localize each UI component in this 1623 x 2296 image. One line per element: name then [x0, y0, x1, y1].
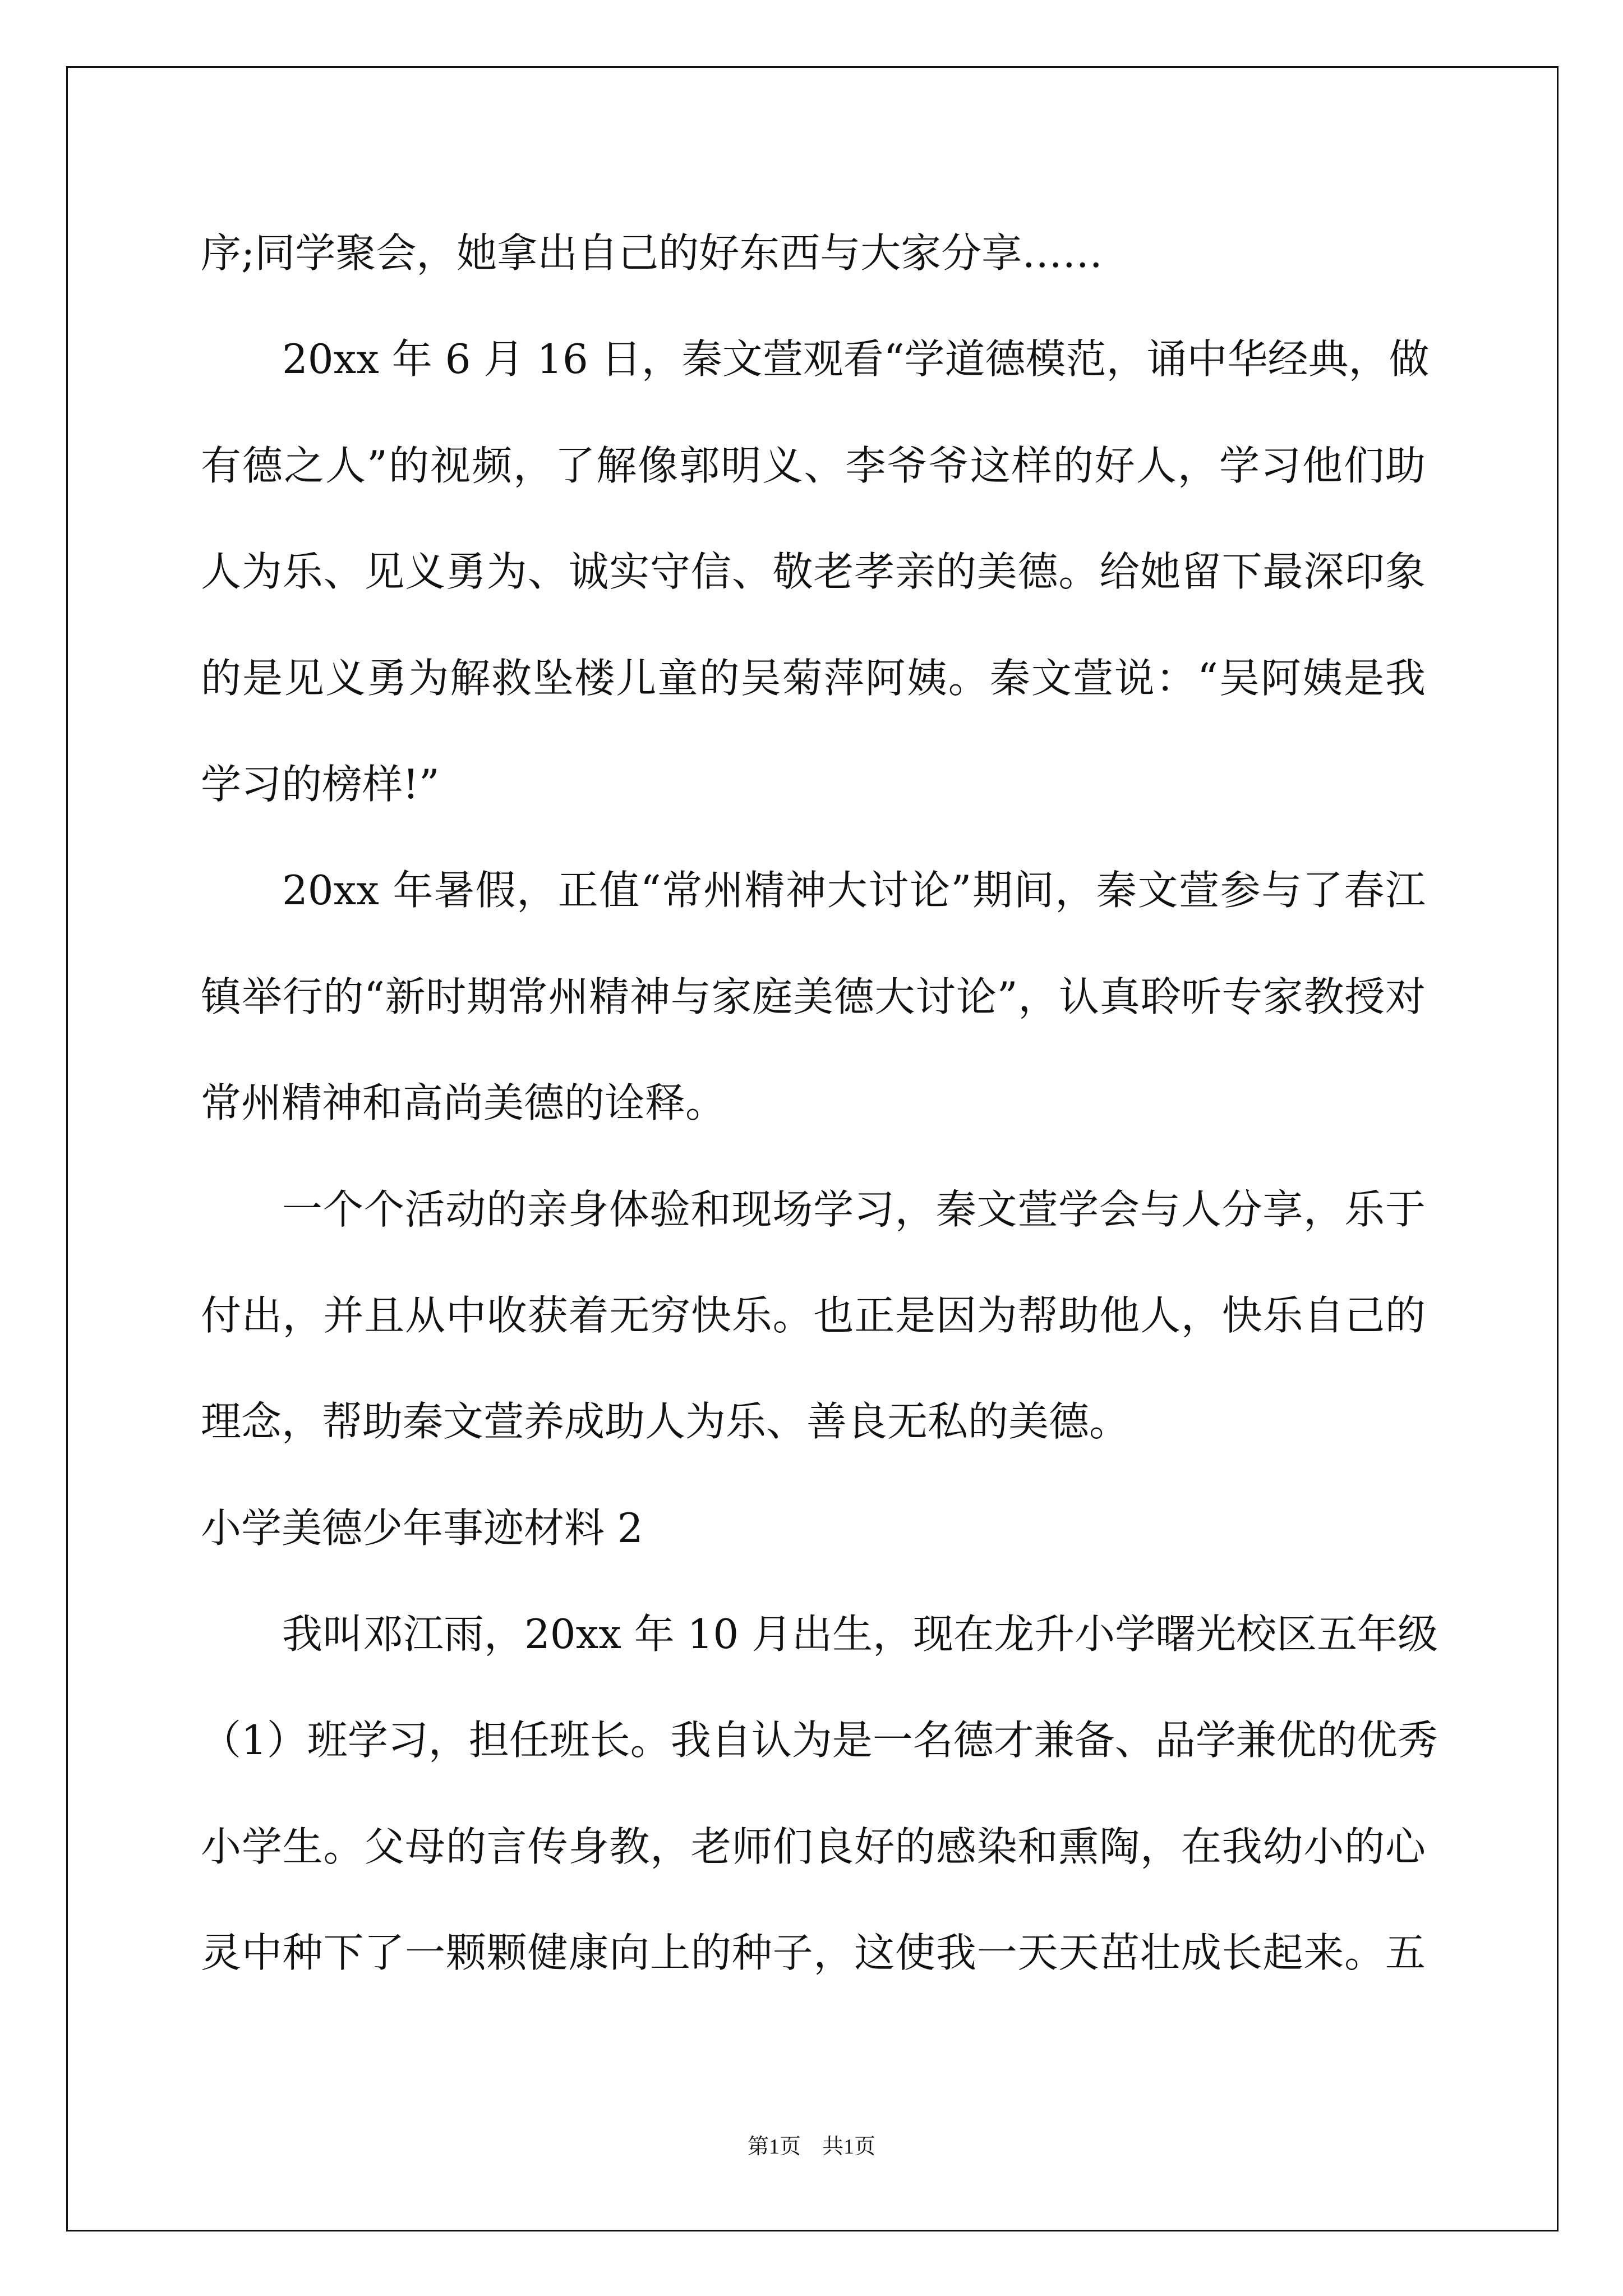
text-line: 序;同学聚会，她拿出自己的好东西与大家分享……	[201, 229, 1103, 277]
text-line: 有德之人”的视频，了解像郭明义、李爷爷这样的好人，学习他们助	[201, 441, 1426, 489]
text-line: 人为乐、见义勇为、诚实守信、敬老孝亲的美德。给她留下最深印象	[201, 548, 1426, 596]
text-line: 小学生。父母的言传身教，老师们良好的感染和熏陶，在我幼小的心	[201, 1823, 1426, 1870]
page-footer: 第1页 共1页	[747, 2135, 875, 2159]
text-line: 的是见义勇为解救坠楼儿童的吴菊萍阿姨。秦文萱说：“吴阿姨是我	[201, 654, 1426, 702]
paragraph	[201, 1157, 1426, 1475]
text-line: 灵中种下了一颗颗健康向上的种子，这使我一天天茁壮成长起来。五	[201, 1929, 1426, 1977]
text-line: 20xx 年暑假，正值“常州精神大讨论”期间，秦文萱参与了春江	[282, 867, 1426, 914]
paragraph	[201, 306, 1430, 838]
text-line: 我叫邓江雨，20xx 年 10 月出生，现在龙升小学曙光校区五年级	[282, 1611, 1438, 1658]
paragraph	[201, 1581, 1438, 2007]
text-line: 理念，帮助秦文萱养成助人为乐、善良无私的美德。	[201, 1398, 1130, 1446]
text-line: 镇举行的“新时期常州精神与家庭美德大讨论”，认真聆听专家教授对	[201, 973, 1426, 1020]
text-line: 学习的榜样!”	[201, 760, 440, 808]
paragraph	[201, 200, 1426, 306]
text-line: 付出，并且从中收获着无穷快乐。也正是因为帮助他人，快乐自己的	[201, 1291, 1426, 1339]
text-line: （1）班学习，担任班长。我自认为是一名德才兼备、品学兼优的优秀	[201, 1717, 1438, 1764]
text-line: 一个个活动的亲身体验和现场学习，秦文萱学会与人分享，乐于	[282, 1185, 1426, 1233]
text-line: 20xx 年 6 月 16 日，秦文萱观看“学道德模范，诵中华经典，做	[282, 335, 1430, 383]
text-line: 常州精神和高尚美德的诠释。	[201, 1079, 726, 1127]
paragraph	[201, 838, 1426, 1156]
document-body	[201, 200, 1438, 2007]
section-heading: 小学美德少年事迹材料 2	[201, 1504, 643, 1552]
